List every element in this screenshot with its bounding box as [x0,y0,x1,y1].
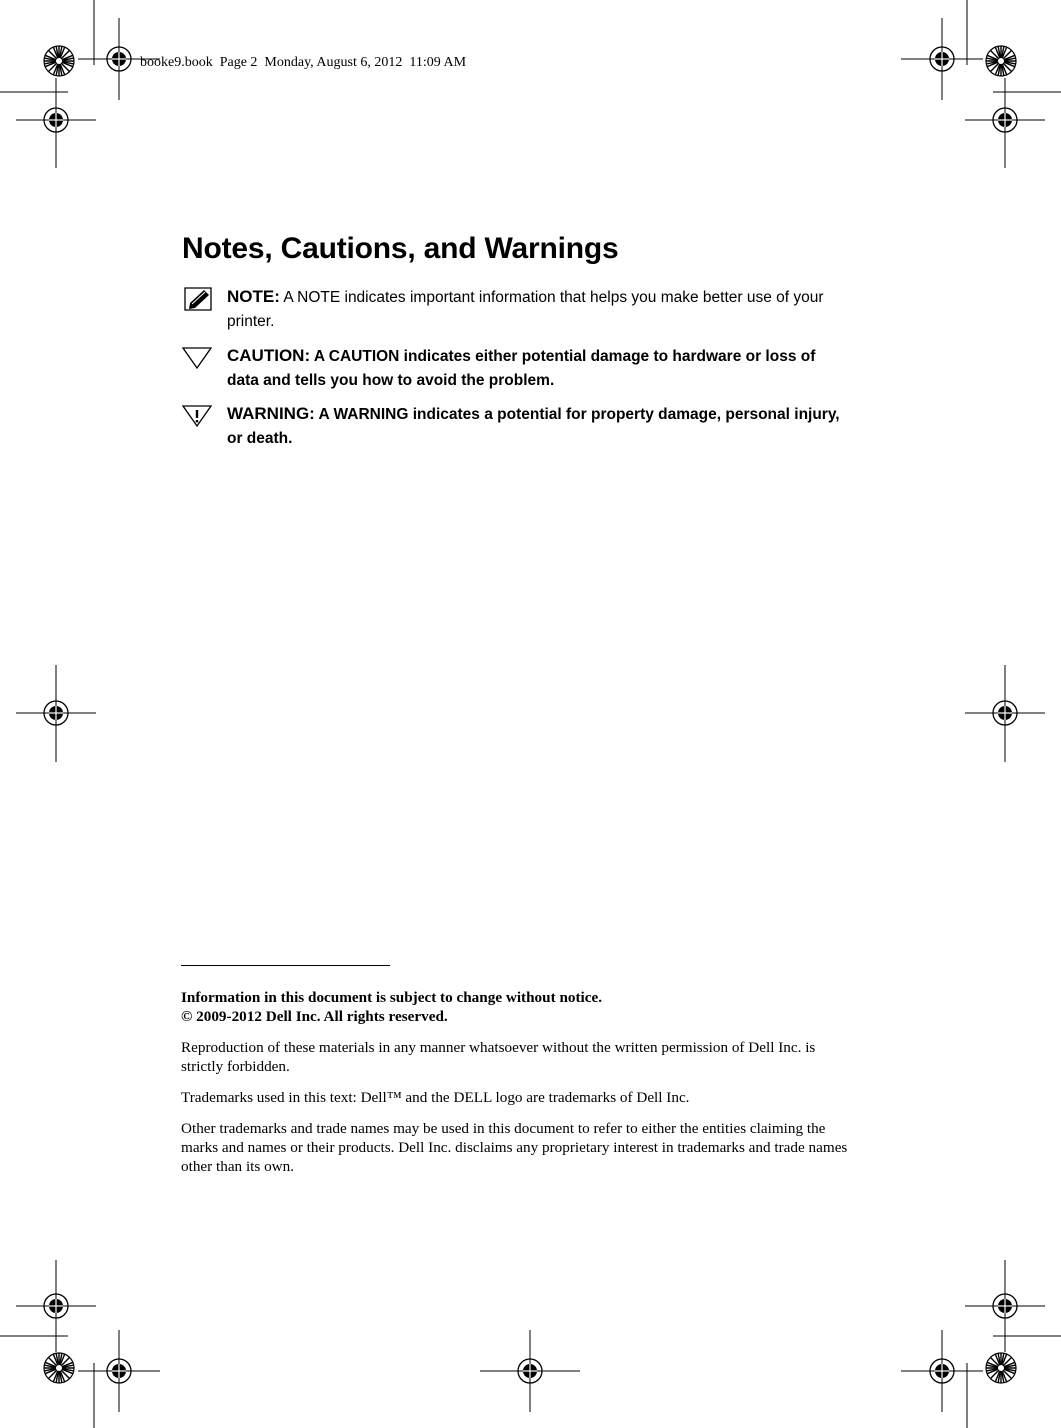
caution-triangle-icon [182,346,212,370]
warning-text: A WARNING indicates a potential for property damage, personal injury, or death. [227,406,840,447]
change-notice: Information in this document is subject to change without notice. [181,989,603,1006]
trademarks-notice: Trademarks used in this text: Dell™ and the DELL logo are trademarks of Dell Inc. [181,1089,690,1106]
warning-triangle-icon [182,404,212,428]
reproduction-notice: Reproduction of these materials in any manner whatsoever without the written permission of Dell Inc. is strictly forbidden. [181,1039,816,1075]
warning-block [182,402,842,451]
caution-label: CAUTION: [227,346,311,365]
note-block [182,285,842,334]
warning-label: WARNING: [227,404,315,423]
book-slug-line: booke9.book Page 2 Monday, August 6, 2012 11:09 AM [140,55,467,70]
caution-text: A CAUTION indicates either potential damage to hardware or loss of data and tells you how to avoid the problem. [227,348,816,389]
page-title: Notes, Cautions, and Warnings [182,232,619,265]
copyright-line: © 2009-2012 Dell Inc. All rights reserved. [181,1008,448,1025]
legal-notices [181,988,851,1188]
pencil-note-icon [182,287,212,311]
footnote-divider [181,965,390,966]
note-label: NOTE: [227,287,280,306]
other-trademarks-notice: Other trademarks and trade names may be used in this document to refer to either the entities claiming the marks and names or their products. Dell Inc. disclaims any proprietary interest in trademarks and trade names other than its own. [181,1120,848,1175]
note-text: A NOTE indicates important information that helps you make better use of your printer. [227,289,824,330]
caution-block [182,344,842,393]
